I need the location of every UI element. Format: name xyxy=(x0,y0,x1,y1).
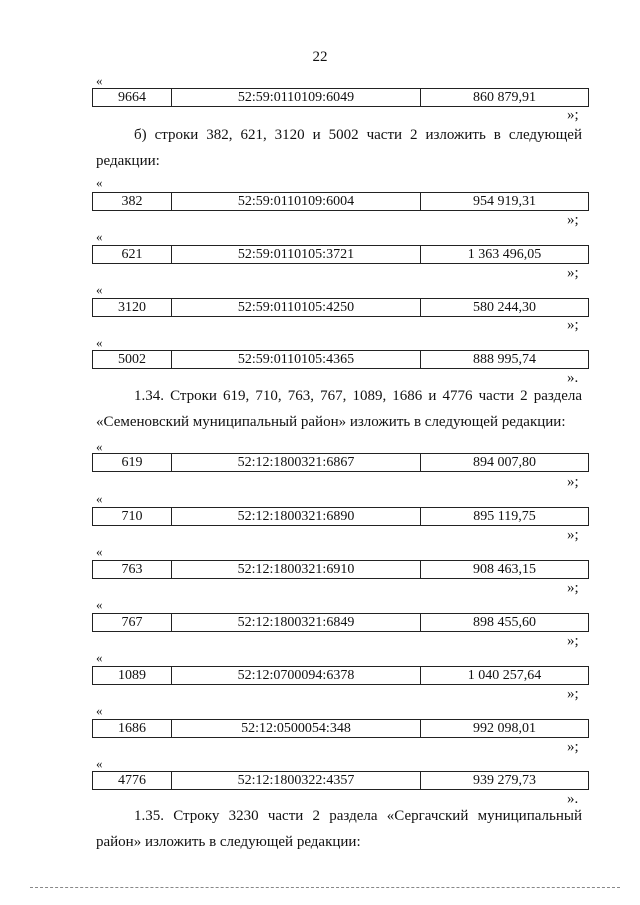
paragraph-1-34-text: 1.34. Строки 619, 710, 763, 767, 1089, 1686 и 4776 части 2 раздела «Семеновский муниципальный район» изложить в следующей редакции: xyxy=(96,388,582,430)
cadastral-value: 1 040 257,64 xyxy=(467,668,542,683)
close-quote: »; xyxy=(567,212,579,228)
table-row xyxy=(92,719,589,738)
page-bottom-edge xyxy=(30,887,620,888)
cadastral-number: 52:12:1800321:6867 xyxy=(172,454,421,471)
cadastral-number: 52:12:0500054:348 xyxy=(172,720,421,737)
open-quote: « xyxy=(96,756,103,771)
open-quote: « xyxy=(96,335,103,350)
open-quote: « xyxy=(96,439,103,454)
close-quote: »; xyxy=(567,474,579,490)
table-row xyxy=(92,771,589,790)
table-row xyxy=(92,350,589,369)
cadastral-value: 939 279,73 xyxy=(473,773,536,788)
close-quote: »; xyxy=(567,527,579,543)
open-quote: « xyxy=(96,703,103,718)
cadastral-value: 894 007,80 xyxy=(473,455,536,470)
row-number: 9664 xyxy=(93,89,172,106)
row-number: 1089 xyxy=(93,667,172,684)
page-number: 22 xyxy=(312,49,328,65)
open-quote: « xyxy=(96,491,103,506)
close-quote: »; xyxy=(567,317,579,333)
table-row xyxy=(92,453,589,472)
table-row xyxy=(92,298,589,317)
row-number: 1686 xyxy=(93,720,172,737)
cadastral-number: 52:59:0110109:6004 xyxy=(172,193,421,210)
open-quote: « xyxy=(96,282,103,297)
close-quote: »; xyxy=(567,107,579,123)
open-quote: « xyxy=(96,73,103,88)
table-row xyxy=(92,666,589,685)
cadastral-number: 52:59:0110105:4250 xyxy=(172,299,421,316)
row-number: 382 xyxy=(93,193,172,210)
cadastral-value: 860 879,91 xyxy=(473,90,536,105)
close-quote: »; xyxy=(567,580,579,596)
cadastral-number: 52:12:0700094:6378 xyxy=(172,667,421,684)
open-quote: « xyxy=(96,229,103,244)
close-quote: »; xyxy=(567,739,579,755)
row-number: 763 xyxy=(93,561,172,578)
open-quote: « xyxy=(96,175,103,190)
close-quote: »; xyxy=(567,265,579,281)
cadastral-number: 52:12:1800321:6890 xyxy=(172,508,421,525)
close-quote: »; xyxy=(567,686,579,702)
table-row xyxy=(92,507,589,526)
cadastral-number: 52:12:1800322:4357 xyxy=(172,772,421,789)
cadastral-number: 52:12:1800321:6849 xyxy=(172,614,421,631)
cadastral-value: 908 463,15 xyxy=(473,562,536,577)
row-number: 710 xyxy=(93,508,172,525)
close-quote: »; xyxy=(567,633,579,649)
paragraph-1-35-text: 1.35. Строку 3230 части 2 раздела «Сергачский муниципальный район» изложить в следующей редакции: xyxy=(96,808,582,850)
cadastral-value: 992 098,01 xyxy=(473,721,536,736)
table-row xyxy=(92,245,589,264)
paragraph-1-35 xyxy=(96,803,582,855)
cadastral-number: 52:59:0110105:3721 xyxy=(172,246,421,263)
table-row xyxy=(92,613,589,632)
cadastral-value: 895 119,75 xyxy=(473,509,536,524)
paragraph-1-34 xyxy=(96,383,582,435)
row-number: 767 xyxy=(93,614,172,631)
row-number: 5002 xyxy=(93,351,172,368)
paragraph-b-text: б) строки 382, 621, 3120 и 5002 части 2 изложить в следующей редакции: xyxy=(96,127,582,169)
cadastral-value: 580 244,30 xyxy=(473,300,536,315)
table-row xyxy=(92,560,589,579)
row-number: 3120 xyxy=(93,299,172,316)
cadastral-number: 52:59:0110105:4365 xyxy=(172,351,421,368)
table-row xyxy=(92,88,589,107)
cadastral-value: 954 919,31 xyxy=(473,194,536,209)
open-quote: « xyxy=(96,544,103,559)
cadastral-value: 898 455,60 xyxy=(473,615,536,630)
close-quote: ». xyxy=(567,370,579,386)
cadastral-value: 1 363 496,05 xyxy=(467,247,542,262)
cadastral-number: 52:12:1800321:6910 xyxy=(172,561,421,578)
paragraph-b xyxy=(96,122,582,174)
close-quote: ». xyxy=(567,791,579,807)
cadastral-value: 888 995,74 xyxy=(473,352,536,367)
row-number: 4776 xyxy=(93,772,172,789)
table-row xyxy=(92,192,589,211)
cadastral-number: 52:59:0110109:6049 xyxy=(172,89,421,106)
row-number: 621 xyxy=(93,246,172,263)
row-number: 619 xyxy=(93,454,172,471)
open-quote: « xyxy=(96,597,103,612)
open-quote: « xyxy=(96,650,103,665)
